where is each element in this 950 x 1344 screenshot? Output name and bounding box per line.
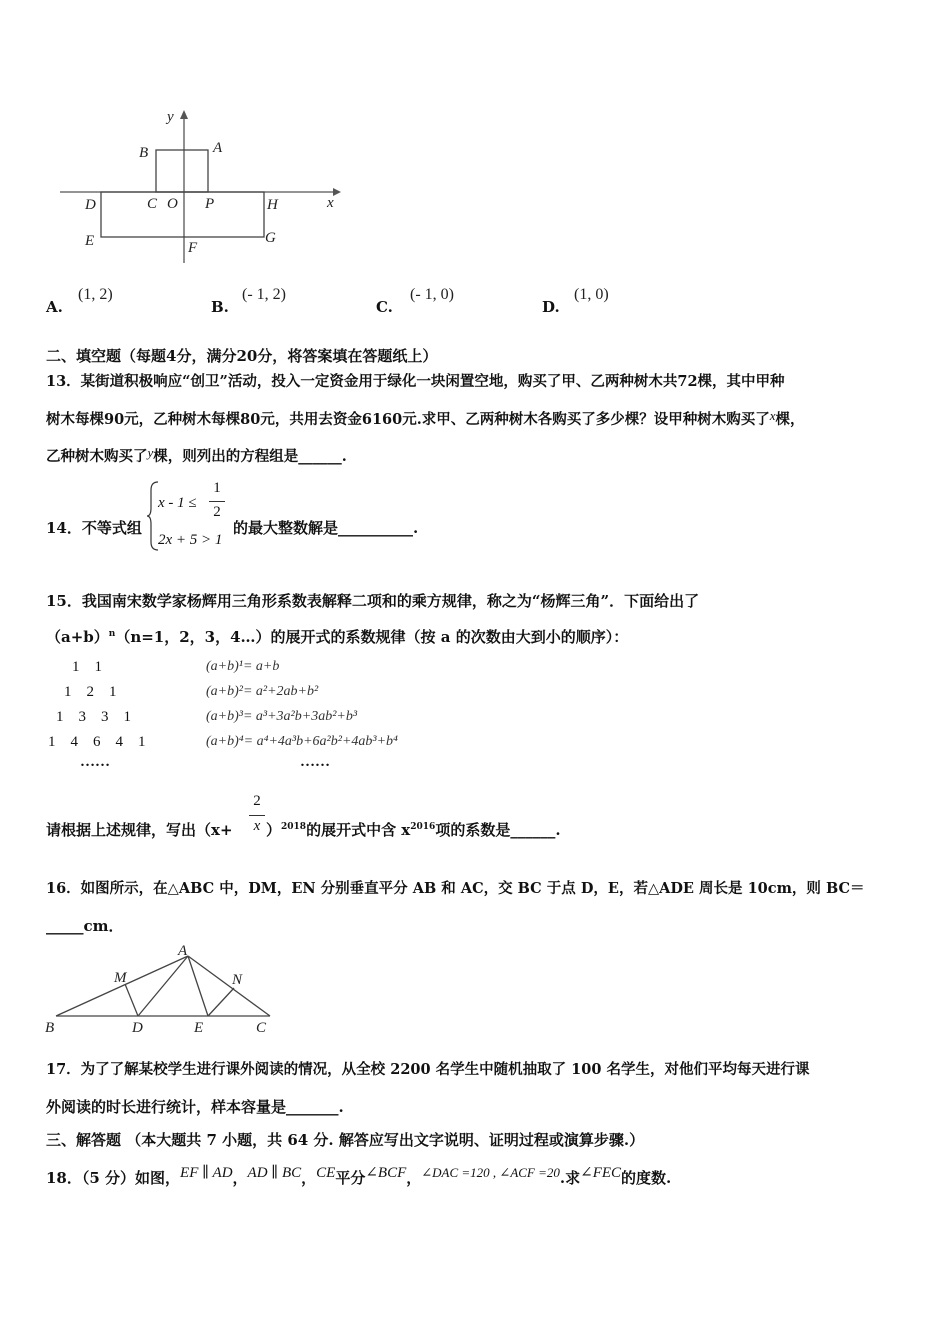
q15-line2-n: n (108, 629, 116, 639)
q18-m1: EF ∥ AD (180, 1165, 233, 1181)
choice-letter: D. (542, 298, 560, 316)
q13-line3-text: 乙种树木购买了 (46, 448, 148, 465)
q18-m3: CE (316, 1165, 336, 1181)
q18-ask: .求 (559, 1169, 581, 1187)
choice-value: (- 1, 2) (242, 286, 286, 303)
q14-row1: x - 1 ≤ (158, 495, 197, 511)
q18-m6: ∠FEC (580, 1165, 622, 1181)
label-A: A (213, 140, 223, 156)
x-axis-arrow-icon (333, 188, 341, 196)
q14-row2: 2x + 5 > 1 (158, 532, 223, 548)
q15-line1: 15．我国南宋数学家杨辉用三角形系数表解释二项和的乘方规律，称之为“杨辉三角”．下面给出了 (46, 592, 700, 610)
triangle-row-1: 1 1 (72, 659, 102, 675)
q17-line2: 外阅读的时长进行统计，样本容量是_______. (46, 1098, 344, 1116)
q16-line1: 16．如图所示，在△ABC 中，DM，EN 分别垂直平分 AB 和 AC，交 BC 于点 D，E，若△ADE 周长是 10cm，则 BC＝ (46, 880, 865, 897)
label-B: B (139, 145, 149, 161)
label-H: H (267, 197, 278, 213)
triangle-row-4: 1 4 6 4 1 (48, 734, 146, 750)
label-O: O (167, 196, 178, 212)
q17-line1: 17．为了了解某校学生进行课外阅读的情况，从全校 2200 名学生中随机抽取了 100 名学生，对他们平均每天进行课 (46, 1061, 810, 1078)
q15-ask-close: ） (266, 821, 282, 839)
expansion-2: (a+b)²= a²+2ab+b² (206, 684, 319, 699)
choice-letter: B. (211, 298, 229, 316)
q18-sep1: ， (232, 1169, 248, 1187)
label-P: P (205, 196, 215, 212)
q18-sep2: ， (301, 1169, 317, 1187)
label-N: N (232, 972, 243, 988)
choice-value: (1, 0) (574, 286, 609, 303)
choice-letter: C. (376, 298, 393, 316)
q18-pre: 18．（5 分）如图， (46, 1169, 181, 1187)
label-G: G (265, 230, 276, 246)
q16-line2: _____cm． (46, 917, 124, 935)
coordinate-figure (55, 105, 355, 270)
label-M: M (114, 970, 127, 986)
q15-ask-exp2: 2016 (410, 822, 436, 832)
q15-ask-tail: 项的系数是______. (435, 821, 561, 839)
triangle-row-3: 1 3 3 1 (56, 709, 131, 725)
q15-ask-rest (266, 819, 561, 840)
q14-frac-bar (209, 501, 225, 502)
triangle-row-ellipsis: …… (80, 754, 110, 770)
label-E: E (194, 1020, 204, 1036)
q13-line3-tail: 棵，则列出的方程组是______. (153, 448, 347, 465)
section2-heading: 二、填空题（每题4分，满分20分，将答案填在答题纸上） (46, 347, 438, 365)
label-C: C (147, 196, 158, 212)
q18-sep3: ， (406, 1169, 422, 1187)
label-x: x (327, 195, 334, 211)
choice-value: (1, 2) (78, 286, 113, 303)
q13-line2-text: 树木每棵90元，乙种树木每棵80元，共用去资金6160元.求甲、乙两种树木各购买了多少棵？设甲种树木购买了 (46, 411, 770, 428)
q13-line3 (46, 445, 347, 466)
q14-label: 14．不等式组 (46, 519, 142, 537)
choice-value: (- 1, 0) (410, 286, 454, 303)
y-axis-arrow-icon (180, 110, 188, 119)
q15-line2-post: （n=1，2，3，4…）的展开式的系数规律（按 a 的次数由大到小的顺序）： (115, 628, 629, 646)
triangle-row-2: 1 2 1 (64, 684, 117, 700)
q13-line1: 13．某街道积极响应“创卫”活动，投入一定资金用于绿化一块闲置空地，购买了甲、乙两种树木共72棵，其中甲种 (46, 373, 785, 390)
q15-ask-pre: 请根据上述规律，写出（x+ (46, 821, 233, 839)
label-D: D (85, 197, 96, 213)
q14-frac-den: 2 (213, 504, 221, 520)
triangle-figure (40, 940, 280, 1040)
label-F: F (188, 240, 198, 256)
q18-m4: ∠BCF (365, 1165, 407, 1181)
q18-m2: AD ∥ BC (247, 1165, 302, 1181)
q15-ask-exp: 2018 (281, 822, 307, 832)
var-x: x (769, 408, 776, 423)
expansion-4: (a+b)⁴= a⁴+4a³b+6a²b²+4ab³+b⁴ (206, 734, 398, 749)
var-y: y (147, 445, 154, 460)
label-D: D (132, 1020, 143, 1036)
q14-tail: 的最大整数解是__________. (233, 519, 419, 537)
q18-m5: ∠DAC =120 , ∠ACF =20 (421, 1165, 560, 1180)
label-B: B (45, 1020, 55, 1036)
q18-tail: 的度数. (621, 1169, 672, 1187)
expansion-3: (a+b)³= a³+3a²b+3ab²+b³ (206, 709, 358, 724)
q14-frac-num: 1 (213, 480, 221, 496)
q15-frac-bar (249, 815, 265, 816)
q13-line2-tail: 棵， (775, 411, 805, 428)
q18-mid: 平分 (335, 1169, 366, 1187)
large-rectangle (101, 192, 264, 237)
q15-frac-den: x (253, 818, 261, 834)
label-A: A (178, 943, 188, 959)
q15-line2 (46, 626, 628, 647)
expansion-1: (a+b)¹= a+b (206, 659, 280, 674)
q15-frac-num: 2 (253, 793, 261, 809)
section3-heading: 三、解答题 （本大题共 7 小题，共 64 分. 解答应写出文字说明、证明过程或演算步骤.） (46, 1131, 645, 1149)
choice-letter: A. (46, 298, 63, 316)
q18-line (46, 1163, 671, 1188)
q13-line2 (46, 408, 805, 429)
expansion-ellipsis: …… (300, 754, 330, 770)
label-y: y (167, 109, 174, 125)
label-C: C (256, 1020, 267, 1036)
q15-ask-mid: 的展开式中含 x (306, 821, 411, 839)
q15-line2-pre: （a+b） (46, 628, 109, 646)
small-rectangle (156, 150, 208, 192)
label-E: E (85, 233, 95, 249)
